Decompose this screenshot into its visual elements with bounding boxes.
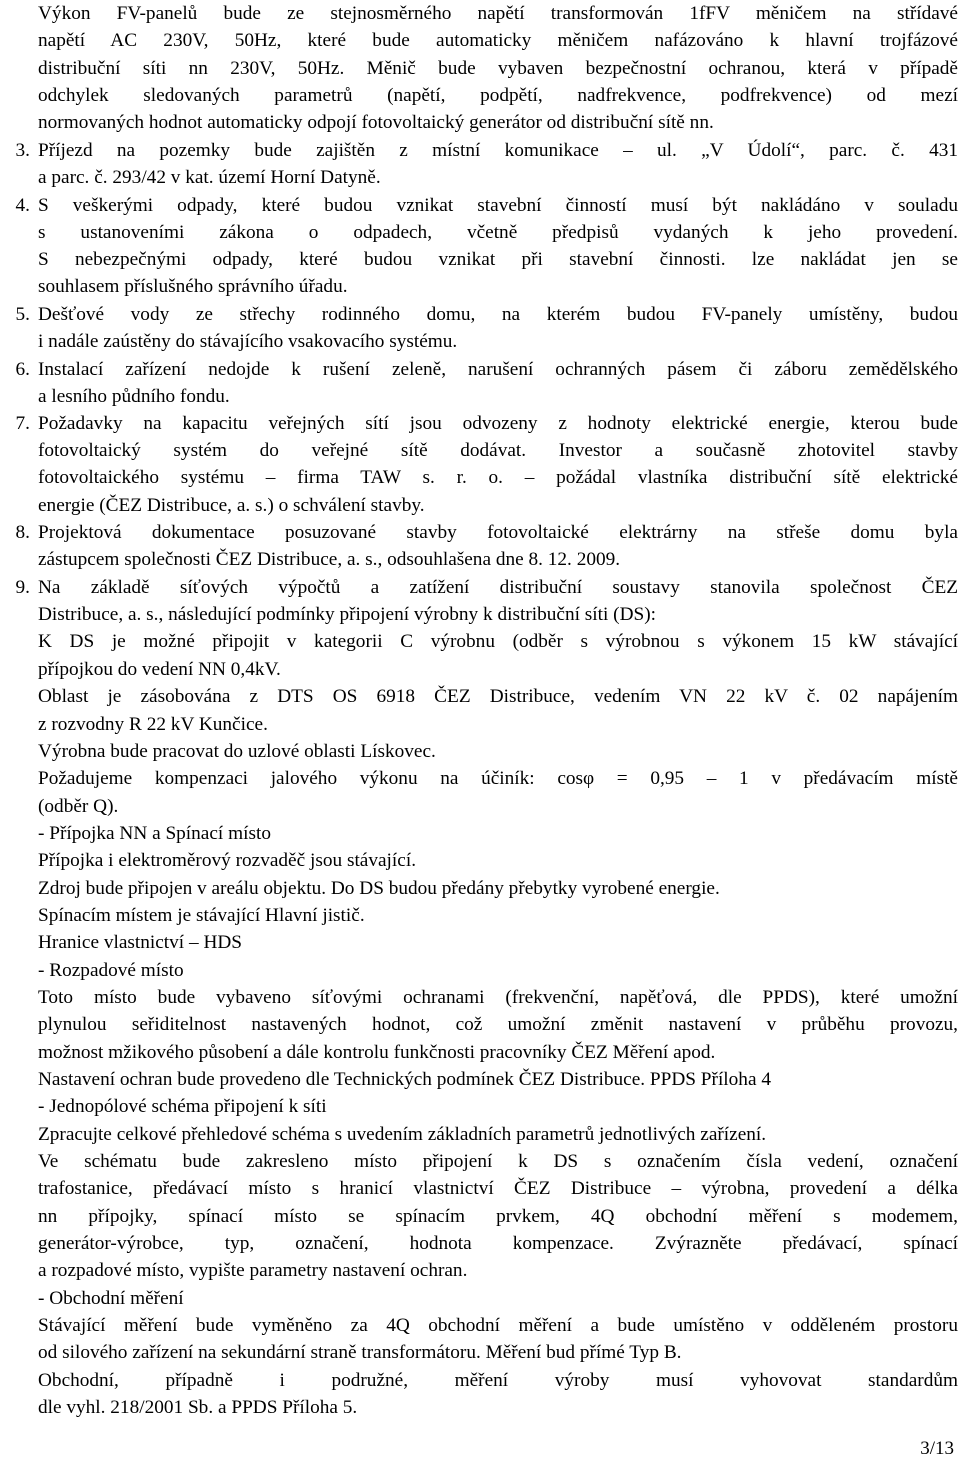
- list-item-number: 7.: [15, 413, 30, 434]
- text-line: Výrobna bude pracovat do uzlové oblasti Lískovec.: [38, 741, 436, 762]
- text-line: Stávající měření bude vyměněno za 4Q obchodní měření a bude umístěno v odděleném prostoru: [38, 1315, 958, 1336]
- text-line: od silového zařízení na sekundární straně transformátoru. Měření bud přímé Typ B.: [38, 1342, 682, 1363]
- text-line: Obchodní, případně i podružné, měření výroby musí vyhovovat standardům: [38, 1370, 958, 1391]
- text-line: (odběr Q).: [38, 796, 119, 817]
- text-line: generátor-výrobce, typ, označení, hodnota kompenzace. Zvýrazněte předávací, spínací: [38, 1233, 958, 1254]
- list-item-number: 6.: [15, 359, 30, 380]
- text-line: souhlasem příslušného správního úřadu.: [38, 276, 348, 297]
- text-line: S veškerými odpady, které budou vznikat stavební činností musí být nakládáno v souladu: [38, 195, 958, 216]
- text-line: Spínacím místem je stávající Hlavní jistič.: [38, 905, 365, 926]
- text-line: dle vyhl. 218/2001 Sb. a PPDS Příloha 5.: [38, 1397, 358, 1418]
- text-line: - Přípojka NN a Spínací místo: [38, 823, 271, 844]
- text-line: Výkon FV-panelů bude ze stejnosměrného napětí transformován 1fFV měničem na střídavé: [38, 3, 958, 24]
- text-line: Distribuce, a. s., následující podmínky připojení výrobny k distribuční síti (DS):: [38, 604, 656, 625]
- text-line: Zdroj bude připojen v areálu objektu. Do DS budou předány přebytky vyrobené energie.: [38, 878, 720, 899]
- text-line: Příjezd na pozemky bude zajištěn z místní komunikace – ul. „V Údolí“, parc. č. 431: [38, 140, 958, 161]
- text-line: Zpracujte celkové přehledové schéma s uvedením základních parametrů jednotlivých zařízení.: [38, 1124, 767, 1145]
- text-line: z rozvodny R 22 kV Kunčice.: [38, 714, 268, 735]
- text-line: energie (ČEZ Distribuce, a. s.) o schválení stavby.: [38, 495, 425, 516]
- text-line: - Jednopólové schéma připojení k síti: [38, 1096, 327, 1117]
- text-line: možnost mžikového působení a dále kontrolu funkčnosti pracovníky ČEZ Měření apod.: [38, 1042, 716, 1063]
- text-line: Požadujeme kompenzaci jalového výkonu na účiník: cosφ = 0,95 – 1 v předávacím místě: [38, 768, 958, 789]
- text-line: napětí AC 230V, 50Hz, které bude automaticky měničem nafázováno k hlavní trojfázové: [38, 30, 958, 51]
- text-line: Instalací zařízení nedojde k rušení zeleně, narušení ochranných pásem či záboru zemědělského: [38, 359, 958, 380]
- text-line: s ustanoveními zákona o odpadech, včetně předpisů vydaných k jeho provedení.: [38, 222, 958, 243]
- text-line: fotovoltaický systém do veřejné sítě dodávat. Investor a současně zhotovitel stavby: [38, 440, 958, 461]
- text-line: - Obchodní měření: [38, 1288, 184, 1309]
- list-item-number: 3.: [15, 140, 30, 161]
- list-item-number: 8.: [15, 522, 30, 543]
- text-line: i nadále zaústěny do stávajícího vsakovacího systému.: [38, 331, 458, 352]
- text-line: fotovoltaického systému – firma TAW s. r. o. – požádal vlastníka distribuční sítě elektrické: [38, 467, 958, 488]
- text-line: Ve schématu bude zakresleno místo připojení k DS s označením čísla vedení, označení: [38, 1151, 958, 1172]
- text-line: Projektová dokumentace posuzované stavby fotovoltaické elektrárny na střeše domu byla: [38, 522, 958, 543]
- text-line: Hranice vlastnictví – HDS: [38, 932, 243, 953]
- text-line: Toto místo bude vybaveno síťovými ochranami (frekvenční, napěťová, dle PPDS), které umožní: [38, 987, 958, 1008]
- text-line: plynulou seřiditelnost nastavených hodnot, což umožní změnit nastavení v průběhu provozu,: [38, 1014, 958, 1035]
- text-line: Požadavky na kapacitu veřejných sítí jsou odvozeny z hodnoty elektrické energie, kterou bude: [38, 413, 958, 434]
- text-line: normovaných hodnot automaticky odpojí fotovoltaický generátor od distribuční sítě nn.: [38, 112, 714, 133]
- list-item-number: 9.: [15, 577, 30, 598]
- text-line: odchylek sledovaných parametrů (napětí, podpětí, nadfrekvence, podfrekvence) od mezí: [38, 85, 958, 106]
- text-line: nn přípojky, spínací místo se spínacím prvkem, 4Q obchodní měření s modemem,: [38, 1206, 958, 1227]
- text-line: Oblast je zásobována z DTS OS 6918 ČEZ Distribuce, vedením VN 22 kV č. 02 napájením: [38, 686, 958, 707]
- page-number: 3/13: [920, 1438, 954, 1459]
- text-line: zástupcem společnosti ČEZ Distribuce, a. s., odsouhlašena dne 8. 12. 2009.: [38, 549, 621, 570]
- text-line: a rozpadové místo, vypište parametry nastavení ochran.: [38, 1260, 468, 1281]
- text-line: Přípojka i elektroměrový rozvaděč jsou stávající.: [38, 850, 417, 871]
- text-line: S nebezpečnými odpady, které budou vznikat při stavební činnosti. lze nakládat jen se: [38, 249, 958, 270]
- text-line: distribuční síti nn 230V, 50Hz. Měnič bude vybaven bezpečnostní ochranou, která v případě: [38, 58, 958, 79]
- text-line: Nastavení ochran bude provedeno dle Technických podmínek ČEZ Distribuce. PPDS Příloha 4: [38, 1069, 771, 1090]
- text-line: Na základě síťových výpočtů a zatížení distribuční soustavy stanovila společnost ČEZ: [38, 577, 958, 598]
- text-line: přípojkou do vedení NN 0,4kV.: [38, 659, 281, 680]
- list-item-number: 4.: [15, 195, 30, 216]
- text-line: a parc. č. 293/42 v kat. území Horní Datyně.: [38, 167, 381, 188]
- text-line: a lesního půdního fondu.: [38, 386, 230, 407]
- text-line: - Rozpadové místo: [38, 960, 184, 981]
- text-line: Dešťové vody ze střechy rodinného domu, na kterém budou FV-panely umístěny, budou: [38, 304, 958, 325]
- list-item-number: 5.: [15, 304, 30, 325]
- text-line: K DS je možné připojit v kategorii C výrobnu (odběr s výrobnou s výkonem 15 kW stávající: [38, 631, 958, 652]
- text-line: trafostanice, předávací místo s hranicí vlastnictví ČEZ Distribuce – výrobna, provedení a délka: [38, 1178, 958, 1199]
